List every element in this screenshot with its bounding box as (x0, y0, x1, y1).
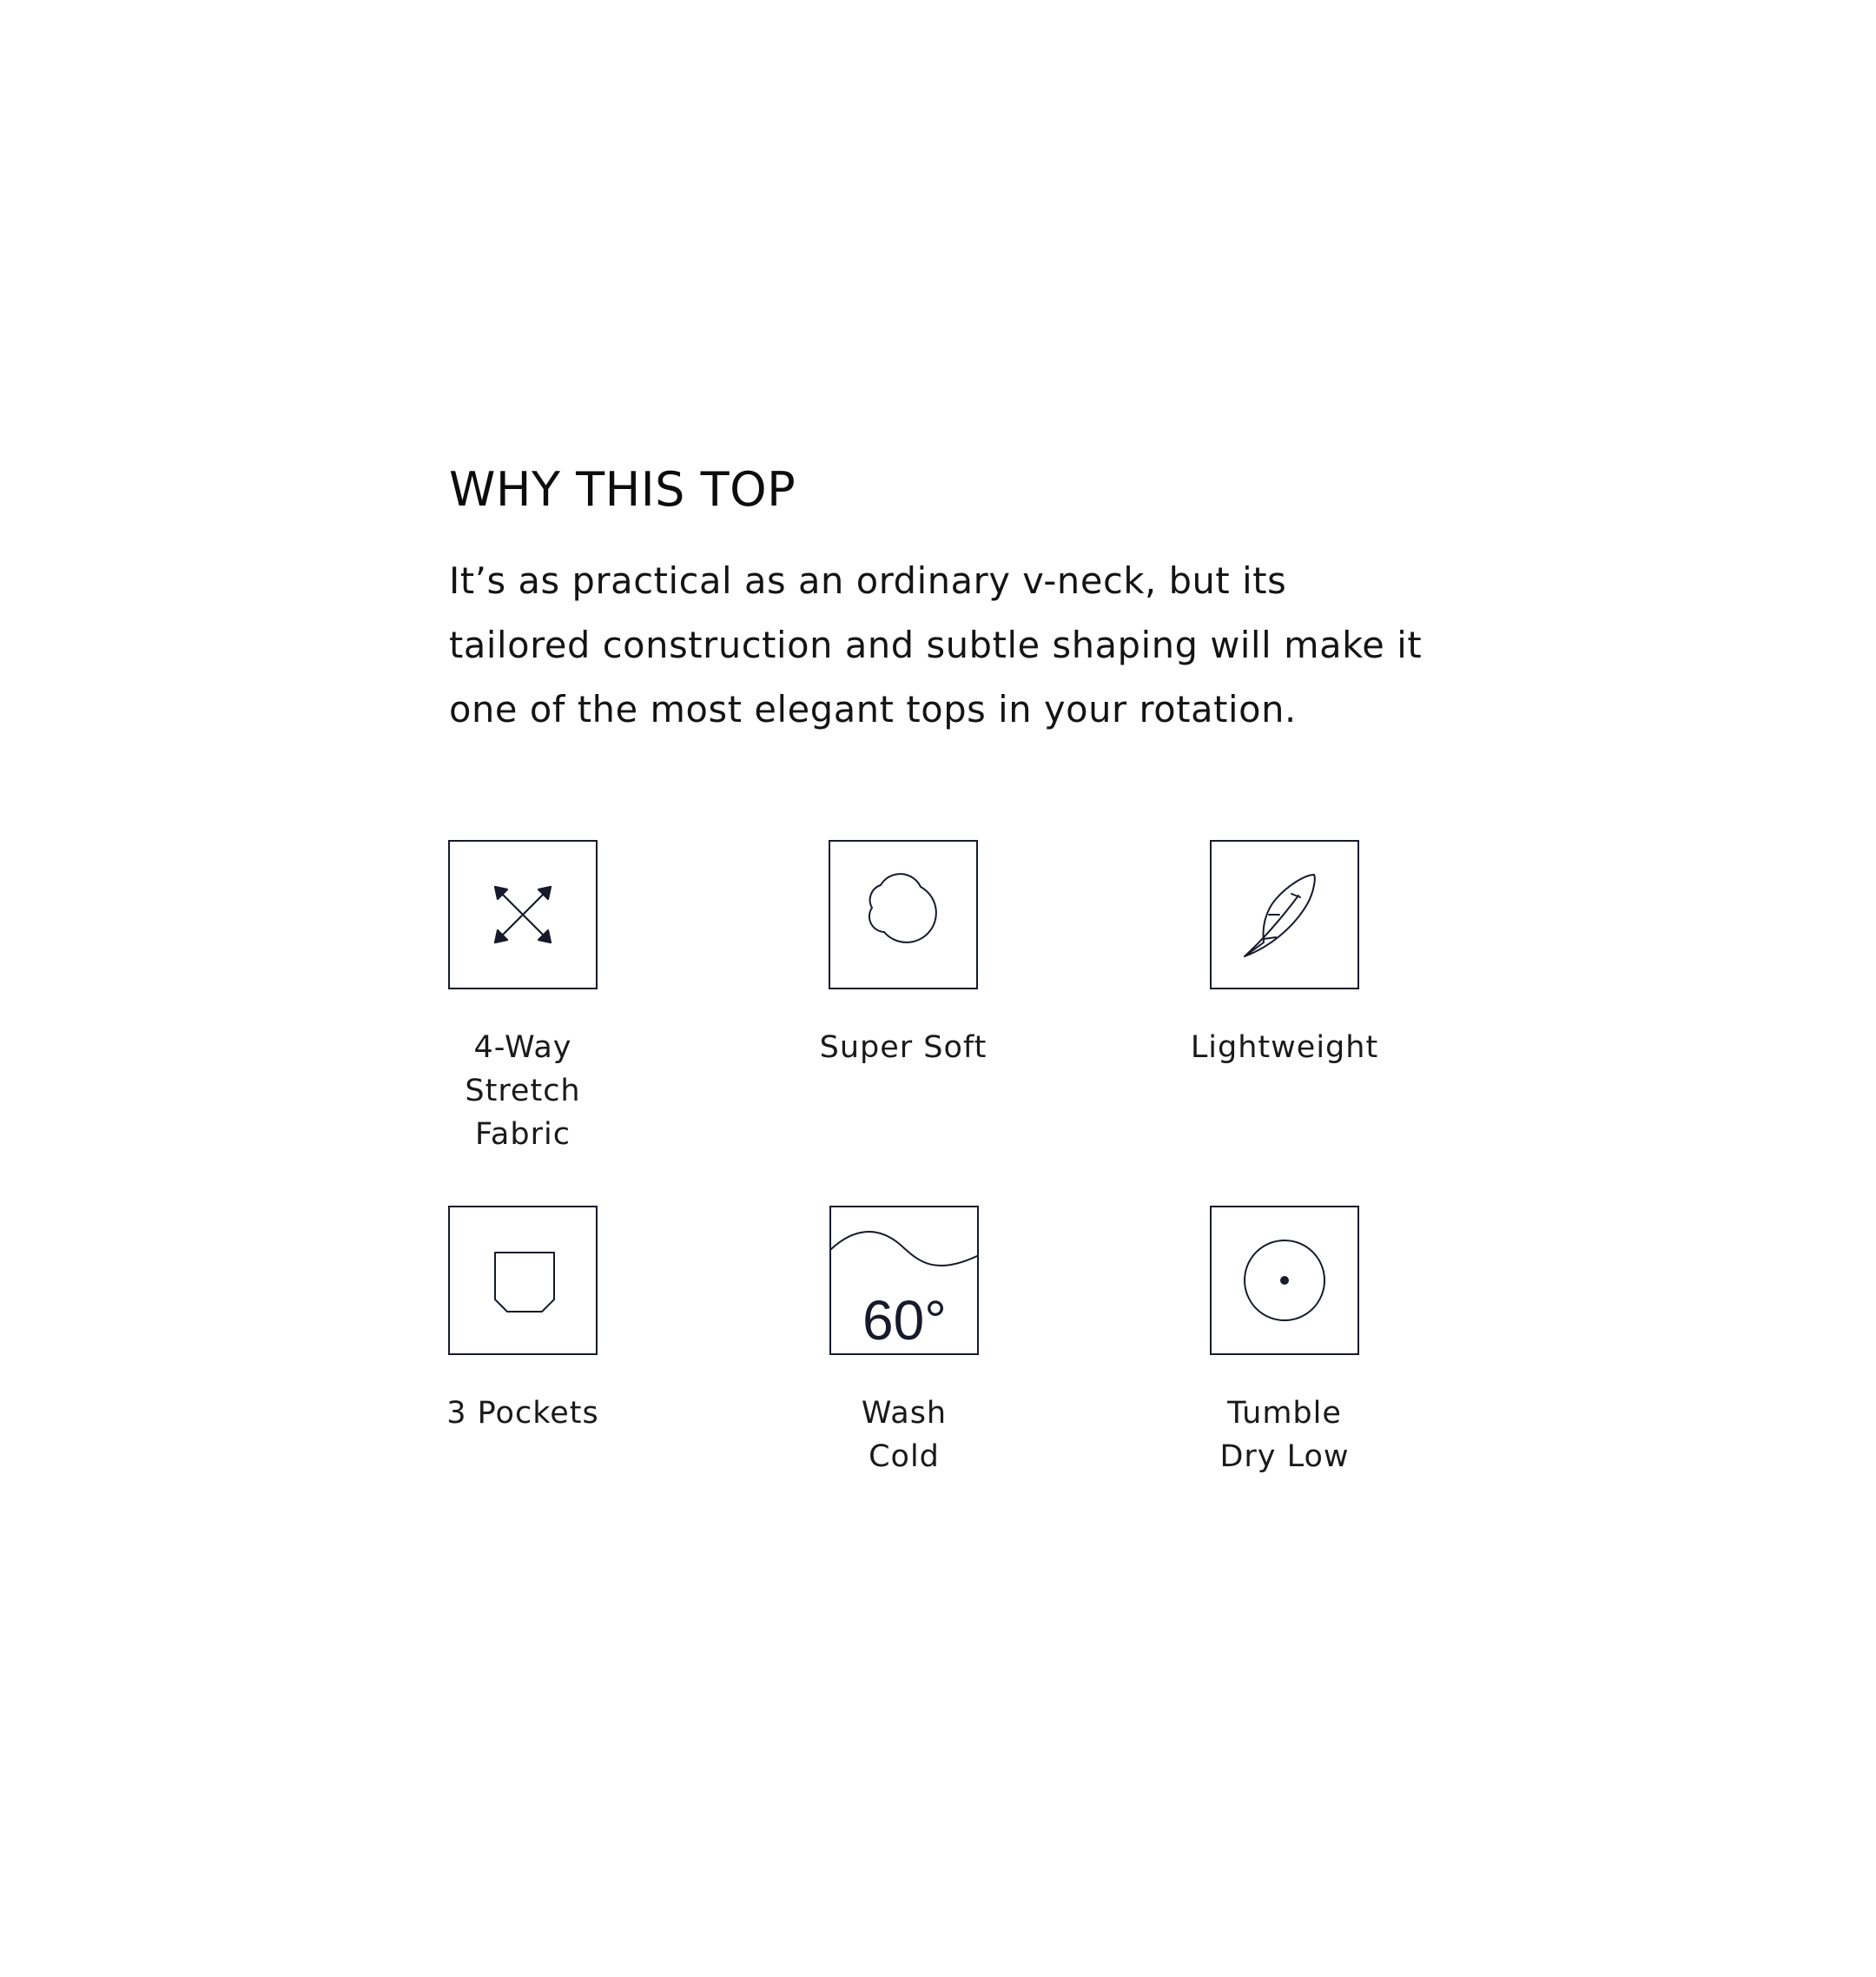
feature-tumble-dry-low (1180, 1206, 1389, 1478)
feature-label: Lightweight (1190, 1030, 1379, 1065)
section-title: WHY THIS TOP (449, 462, 796, 517)
feature-label: 4-Way Stretch Fabric (465, 1030, 581, 1152)
why-this-top-section (449, 452, 1427, 742)
feature-lightweight (1180, 840, 1389, 1069)
wash-60-icon (829, 1206, 979, 1355)
feature-label: Wash Cold (861, 1396, 948, 1474)
wash-temperature-text: 60° (862, 1289, 947, 1352)
feature-stretch-fabric (419, 840, 627, 1156)
feature-label: Tumble Dry Low (1219, 1396, 1350, 1474)
section-description: It’s as practical as an ordinary v-neck, but its tailored construction and subtle shaping will make it one of the most elegant tops in your rotation. (449, 559, 1423, 731)
feature-label: Super Soft (819, 1030, 988, 1065)
pocket-icon (448, 1206, 598, 1355)
feature-pockets (419, 1206, 627, 1435)
four-way-arrows-icon (448, 840, 598, 989)
feature-icon (1210, 840, 1359, 989)
feature-wash-cold (800, 1206, 1008, 1478)
feature-super-soft (799, 840, 1007, 1069)
tumble-dry-low-icon (1210, 1206, 1359, 1355)
feature-icon (1212, 842, 1357, 988)
feature-label: 3 Pockets (446, 1396, 599, 1431)
cloud-icon (829, 840, 978, 989)
